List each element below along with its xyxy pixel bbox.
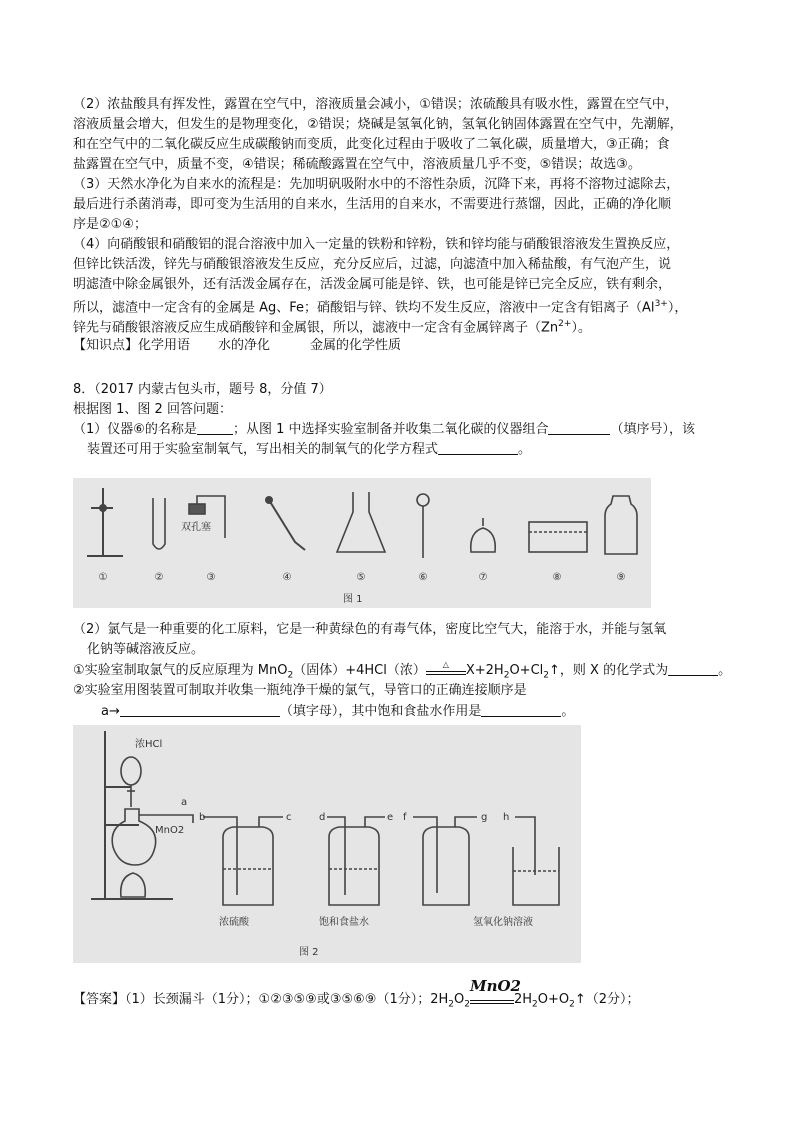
q8-part1-text-a: （1）仪器⑥的名称是 (73, 422, 197, 437)
connection-end: 。 (561, 704, 575, 719)
port-g-label: g (481, 812, 488, 823)
part4-line2: 但锌比铁活泼，锌先与硝酸银溶液发生反应，充分反应后，过滤，向滤渣中加入稀盐酸，有气泡产生，说 (73, 257, 672, 272)
port-f-label: f (403, 812, 407, 823)
port-c-label: c (286, 812, 292, 823)
answer-blank[interactable] (197, 421, 233, 435)
knowledge-item-3: 金属的化学性质 (310, 338, 402, 353)
instrument-number-9: ⑨ (616, 572, 626, 583)
equals-sign (470, 1000, 514, 1004)
answer-sub-3: 2 (532, 999, 538, 1010)
port-e-label: e (387, 812, 394, 823)
figure-1-caption: 图 1 (343, 594, 363, 605)
part4-line1: （4）向硝酸银和硝酸铝的混合溶液中加入一定量的铁粉和锌粉，铁和锌均能与硝酸银溶液发生置换反应， (73, 237, 680, 252)
reaction-sub-3: 2 (543, 670, 550, 681)
instrument-number-5: ⑤ (356, 572, 366, 583)
instrument-number-3: ③ (206, 572, 216, 583)
answer-text-b: O (454, 992, 465, 1007)
knowledge-points (73, 336, 733, 356)
answer-line (73, 977, 733, 1015)
part4-line5 (73, 315, 733, 338)
part4-line3: 明滤渣中除金属银外，还有活泼金属存在，活泼金属可能是锌、铁，也可能是锌已完全反应，铁有剩余， (73, 277, 672, 292)
answer-text-d: O+O (537, 992, 570, 1007)
answer-blank[interactable] (548, 421, 610, 435)
bottle-label-saltwater: 饱和食盐水 (319, 917, 369, 928)
q8-part1-text-b: ；从图 1 中选择实验室制备并收集二氧化碳的仪器组合 (232, 422, 549, 437)
bottle-label-naoh: 氢氧化钠溶液 (473, 917, 533, 928)
answer-text-e: ↑（2分）； (574, 992, 640, 1007)
connection-start: a→ (101, 704, 120, 719)
q8-part1-line1 (73, 420, 733, 440)
port-a-label: a (181, 797, 188, 808)
part4-line5-text: 锌先与硝酸银溶液反应生成硝酸锌和金属银，所以，滤液中一定含有金属锌离子（Zn (73, 320, 559, 336)
part4-line5-end: ）。 (571, 320, 591, 336)
part4-line4-end: ）， (667, 300, 688, 316)
heat-symbol: △ (442, 660, 449, 669)
connection-text: （填字母），其中饱和食盐水作用是 (279, 704, 482, 719)
part3-line2: 最后进行杀菌消毒，即可变为生活用的自来水，生活用的自来水，不需要进行蒸馏，因此，正确的净化顺 (73, 197, 672, 212)
part4-line4-text: 所以，滤渣中一定含有的金属是 Ag、Fe；硝酸铝与锌、铁均不发生反应，溶液中一定含有铝离子（Al (73, 300, 655, 316)
part2-line4: 盐露置在空气中，质量不变，④错误；稀硫酸露置在空气中，溶液质量几乎不变，⑤错误；故选③。 (73, 157, 641, 172)
al-ion-charge: 3+ (654, 299, 668, 309)
reaction-text-f: 。 (718, 663, 732, 678)
zn-ion-charge: 2+ (558, 319, 572, 329)
part2-line2: 溶液质量会增大，但发生的是物理变化，②错误；烧碱是氢氧化钠，氢氧化钠固体露置在空气中，先潮解， (73, 117, 683, 132)
reaction-text-d: O+Cl (509, 663, 544, 678)
reaction-sub: 2 (287, 670, 294, 681)
q8-part2-connection (101, 702, 761, 722)
port-h-label: h (503, 812, 510, 823)
answer-blank[interactable] (120, 703, 280, 717)
instrument-number-7: ⑦ (478, 572, 488, 583)
reaction-text-c: X+2H (465, 663, 504, 678)
figure-1-drawing (73, 478, 651, 608)
figure-2 (73, 725, 581, 963)
figure-2-caption: 图 2 (299, 947, 319, 958)
mno2-label: MnO2 (155, 825, 185, 836)
q8-part2-order: ②实验室用图装置可制取并收集一瓶纯净干燥的氯气，导管口的正确连接顺序是 (73, 683, 527, 698)
answer-sub-4: 2 (569, 999, 575, 1010)
instrument-number-2: ② (154, 572, 164, 583)
bottle-label-sulfuric: 浓硫酸 (219, 917, 249, 928)
answer-label: 【答案】 (73, 992, 126, 1007)
q8-part1-text-e: 。 (518, 442, 532, 457)
knowledge-item-2: 水的净化 (218, 338, 271, 353)
q8-intro: 根据图 1、图 2 回答问题： (73, 402, 232, 417)
port-d-label: d (319, 812, 326, 823)
instrument-number-4: ④ (282, 572, 292, 583)
catalyst-label: MnO2 (469, 977, 521, 995)
part3-line3: 序是②①④； (73, 217, 147, 232)
q8-part1-text-c: （填序号），该 (610, 422, 695, 437)
hcl-label: 浓HCl (135, 739, 163, 750)
answer-blank[interactable] (668, 662, 718, 676)
q8-part1-text-d: 装置还可用于实验室制氧气，写出相关的制氧气的化学方程式 (87, 442, 439, 457)
instrument-number-6: ⑥ (418, 572, 428, 583)
q8-header: 8．（2017 内蒙古包头市，题号 8，分值 7） (73, 382, 332, 397)
part2-line3: 和在空气中的二氧化碳反应生成碳酸钠而变质，此变化过程由于吸收了二氧化碳，质量增大，③正确；食 (73, 137, 670, 152)
answer-text-c: 2H (513, 992, 533, 1007)
q8-part1-line2 (87, 440, 747, 460)
answer-text-a: （1）长颈漏斗（1分）；①②③⑤⑨或③⑤⑥⑨（1分）；2H (125, 992, 449, 1007)
answer-sub-2: 2 (464, 999, 470, 1010)
part2-line1: （2）浓盐酸具有挥发性，露置在空气中，溶液质量会减小，①错误；浓硫酸具有吸水性，露置在空气中， (73, 97, 678, 112)
reaction-text-e: ↑，则 X 的化学式为 (549, 663, 669, 678)
figure-2-drawing (73, 725, 581, 963)
reaction-text-b: （固体）+4HCl（浓） (293, 663, 426, 678)
reaction-text-a: ①实验室制取氯气的反应原理为 MnO (73, 663, 288, 678)
instrument-number-8: ⑧ (552, 572, 562, 583)
knowledge-label: 【知识点】 (73, 338, 139, 353)
instrument-number-1: ① (98, 572, 108, 583)
reaction-sub-2: 2 (503, 670, 510, 681)
answer-blank[interactable] (438, 441, 518, 455)
answer-blank[interactable] (481, 703, 561, 717)
catalyst-condition (469, 977, 521, 1014)
answer-sub-1: 2 (448, 999, 454, 1010)
q8-part2-line2: 化钠等碱溶液反应。 (87, 642, 205, 657)
part3-line1: （3）天然水净化为自来水的流程是：先加明矾吸附水中的不溶性杂质，沉降下来，再将不溶物过滤除去， (73, 177, 680, 192)
figure-1 (73, 478, 651, 608)
q8-part2-line1: （2）氯气是一种重要的化工原料，它是一种黄绿色的有毒气体，密度比空气大，能溶于水，并能与氢氧 (73, 622, 667, 637)
port-b-label: b (199, 812, 206, 823)
stopper-label: 双孔塞 (181, 522, 211, 533)
knowledge-item-1: 化学用语 (138, 338, 191, 353)
